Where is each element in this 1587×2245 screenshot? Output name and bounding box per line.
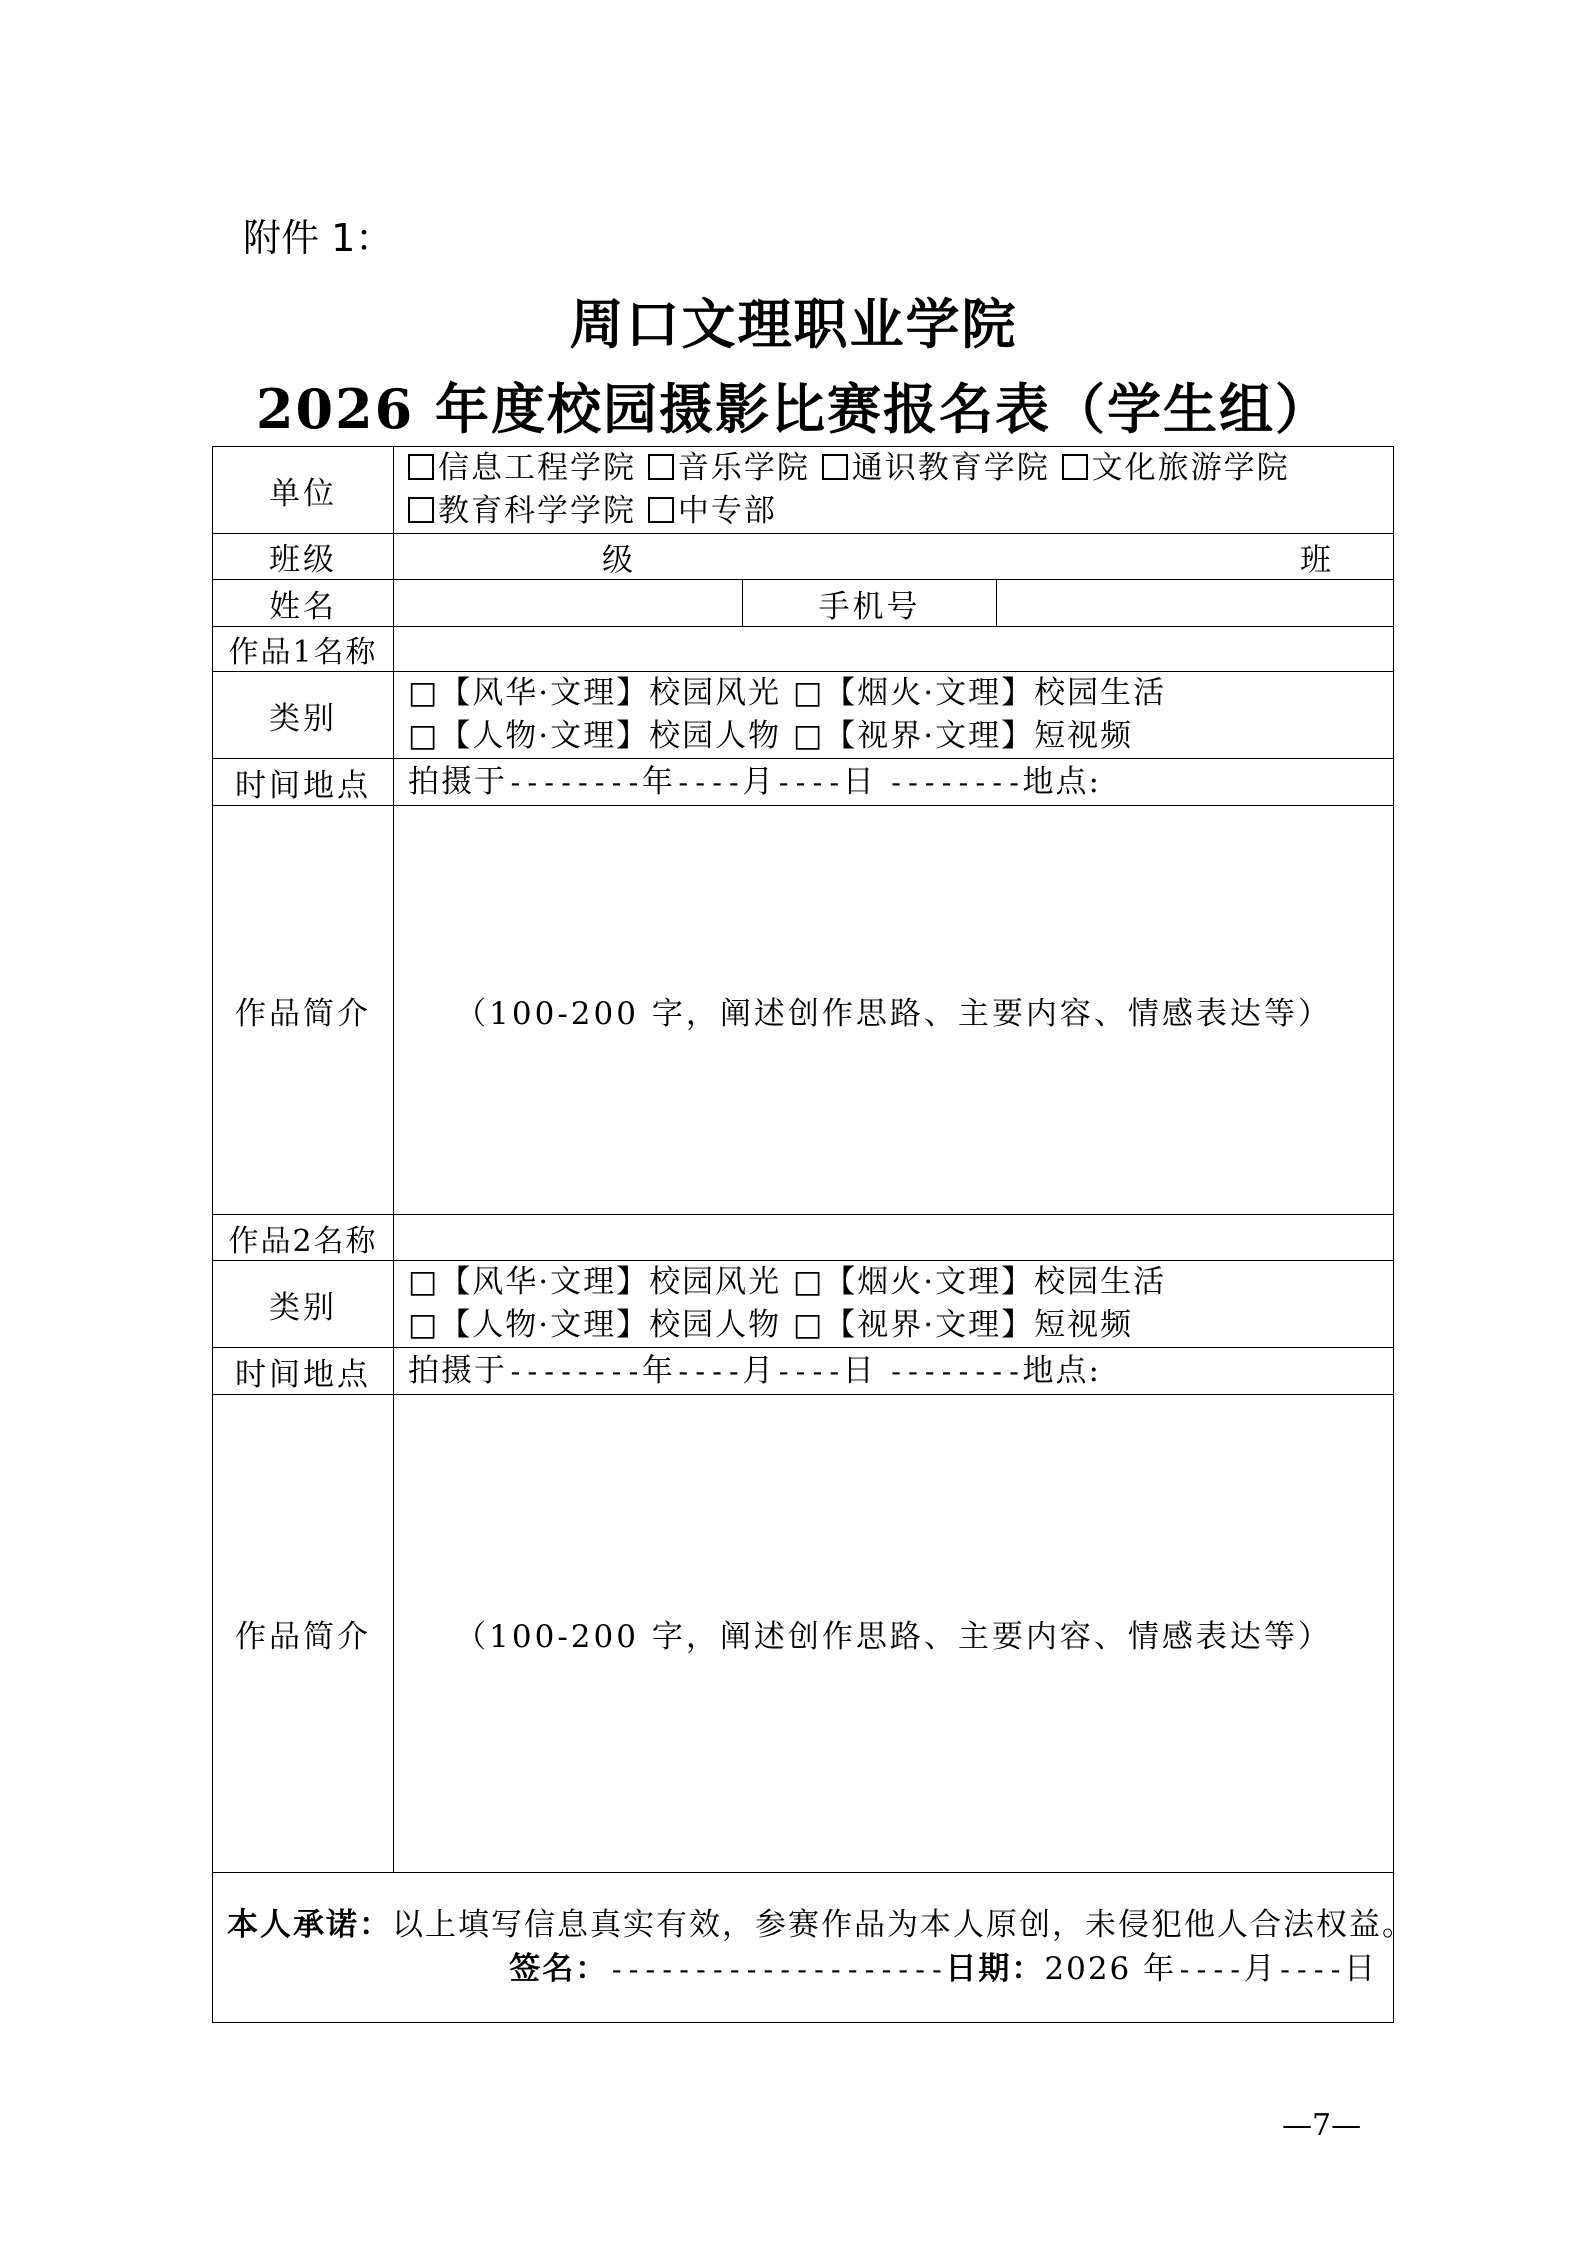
work2-category-line1: □【风华·文理】校园风光 □【烟火·文理】校园生活	[408, 1264, 1167, 1300]
unit-option-label: 音乐学院	[677, 450, 810, 486]
name-input-cell[interactable]	[394, 580, 743, 627]
attachment-label: 附件 1：	[243, 216, 394, 260]
pledge-label: 本人承诺：	[227, 1907, 392, 1943]
class-suffix: 班	[1300, 542, 1331, 578]
work1-intro-input-cell[interactable]	[394, 806, 1394, 1215]
unit-options-line2	[408, 490, 1393, 533]
checkbox-unit-2[interactable]	[822, 454, 848, 480]
work2-category-row	[213, 1261, 1394, 1348]
date-day-blank: ----	[1276, 1953, 1344, 1986]
work2-intro-row	[213, 1395, 1394, 1873]
unit-options	[394, 447, 1394, 534]
work1-category-line2: □【人物·文理】校园人物 □【视界·文理】短视频	[408, 718, 1134, 754]
place-label: 地点:	[1022, 1352, 1101, 1389]
checkbox-unit-5[interactable]	[648, 497, 674, 523]
checkbox-unit-1[interactable]	[648, 454, 674, 480]
pledge-text: 以上填写信息真实有效，参赛作品为本人原创，未侵犯他人合法权益。	[392, 1907, 1415, 1943]
work2-time-input-cell[interactable]	[394, 1348, 1394, 1395]
pledge-row	[213, 1873, 1394, 2023]
signature-line[interactable]	[227, 1947, 1377, 1992]
work2-name-row	[213, 1215, 1394, 1261]
page-number: —7—	[1282, 2108, 1362, 2143]
class-label: 班级	[213, 534, 394, 580]
unit-option-label: 文化旅游学院	[1091, 450, 1290, 486]
checkbox-unit-3[interactable]	[1062, 454, 1088, 480]
unit-option-label: 教育科学学院	[438, 493, 636, 529]
work2-time-label: 时间地点	[213, 1348, 394, 1395]
checkbox-unit-4[interactable]	[408, 497, 434, 523]
month-blank: ----	[674, 765, 743, 799]
signature-blank: --------------------	[608, 1953, 946, 1986]
work1-intro-hint: （100-200 字，阐述创作思路、主要内容、情感表达等）	[455, 995, 1332, 1032]
work2-category-line2: □【人物·文理】校园人物 □【视界·文理】短视频	[408, 1307, 1134, 1343]
work2-intro-hint: （100-200 字，阐述创作思路、主要内容、情感表达等）	[455, 1619, 1332, 1655]
unit-row	[213, 447, 1394, 534]
date-month: 月	[1243, 1951, 1277, 1987]
work2-category-options[interactable]	[394, 1261, 1394, 1348]
name-row	[213, 580, 1394, 627]
work2-intro-input-cell[interactable]	[394, 1395, 1394, 1873]
work1-category-label: 类别	[213, 672, 394, 759]
work2-intro-label: 作品简介	[213, 1395, 394, 1873]
day-blank: ----	[775, 765, 843, 799]
month-unit: 月	[742, 1352, 776, 1389]
phone-input-cell[interactable]	[997, 580, 1394, 627]
date-label: 日期：	[945, 1951, 1045, 1987]
checkbox-unit-0[interactable]	[408, 454, 434, 480]
document-title-line1: 周口文理职业学院	[569, 292, 1018, 356]
document-title-line2: 2026 年度校园摄影比赛报名表（学生组）	[255, 377, 1332, 441]
work2-time-row	[213, 1348, 1394, 1395]
class-input-cell[interactable]	[394, 534, 1394, 580]
year-unit: 年	[641, 763, 675, 800]
date-month-blank: ----	[1176, 1953, 1244, 1986]
year-blank: --------	[507, 765, 642, 799]
place-blank: --------	[887, 765, 1023, 799]
work2-name-label: 作品2名称	[213, 1215, 394, 1261]
work1-time-input-cell[interactable]	[394, 759, 1394, 806]
class-row	[213, 534, 1394, 580]
unit-label: 单位	[213, 447, 394, 534]
work2-category-label: 类别	[213, 1261, 394, 1348]
date-day: 日	[1344, 1951, 1377, 1987]
work1-category-row	[213, 672, 1394, 759]
month-unit: 月	[742, 763, 776, 800]
year-unit: 年	[641, 1352, 675, 1389]
place-label: 地点:	[1022, 763, 1101, 800]
work1-name-input-cell[interactable]	[394, 627, 1394, 672]
work1-name-label: 作品1名称	[213, 627, 394, 672]
unit-option-label: 中专部	[677, 493, 777, 529]
date-year: 2026 年	[1044, 1951, 1177, 1987]
time-prefix: 拍摄于	[408, 763, 507, 800]
day-blank: ----	[775, 1354, 843, 1388]
pledge-cell	[213, 1873, 1415, 2023]
registration-form-table	[212, 446, 1415, 2023]
work1-name-row	[213, 627, 1394, 672]
year-blank: --------	[507, 1354, 642, 1388]
work1-intro-label: 作品简介	[213, 806, 394, 1215]
unit-option-label: 通识教育学院	[851, 450, 1050, 486]
work1-category-line1: □【风华·文理】校园风光 □【烟火·文理】校园生活	[408, 675, 1167, 711]
work1-time-row	[213, 759, 1394, 806]
day-unit: 日	[842, 1352, 876, 1389]
unit-option-label: 信息工程学院	[438, 450, 636, 486]
unit-options-line1	[408, 447, 1393, 490]
day-unit: 日	[842, 763, 876, 800]
grade-suffix: 级	[602, 542, 633, 578]
place-blank: --------	[887, 1354, 1023, 1388]
pledge-line	[227, 1903, 1415, 1947]
phone-label: 手机号	[743, 580, 997, 627]
signature-label: 签名：	[509, 1951, 609, 1987]
work1-time-label: 时间地点	[213, 759, 394, 806]
work1-intro-row	[213, 806, 1394, 1215]
work2-name-input-cell[interactable]	[394, 1215, 1394, 1261]
work1-category-options[interactable]	[394, 672, 1394, 759]
month-blank: ----	[674, 1354, 743, 1388]
time-prefix: 拍摄于	[408, 1352, 507, 1389]
name-label: 姓名	[213, 580, 394, 627]
